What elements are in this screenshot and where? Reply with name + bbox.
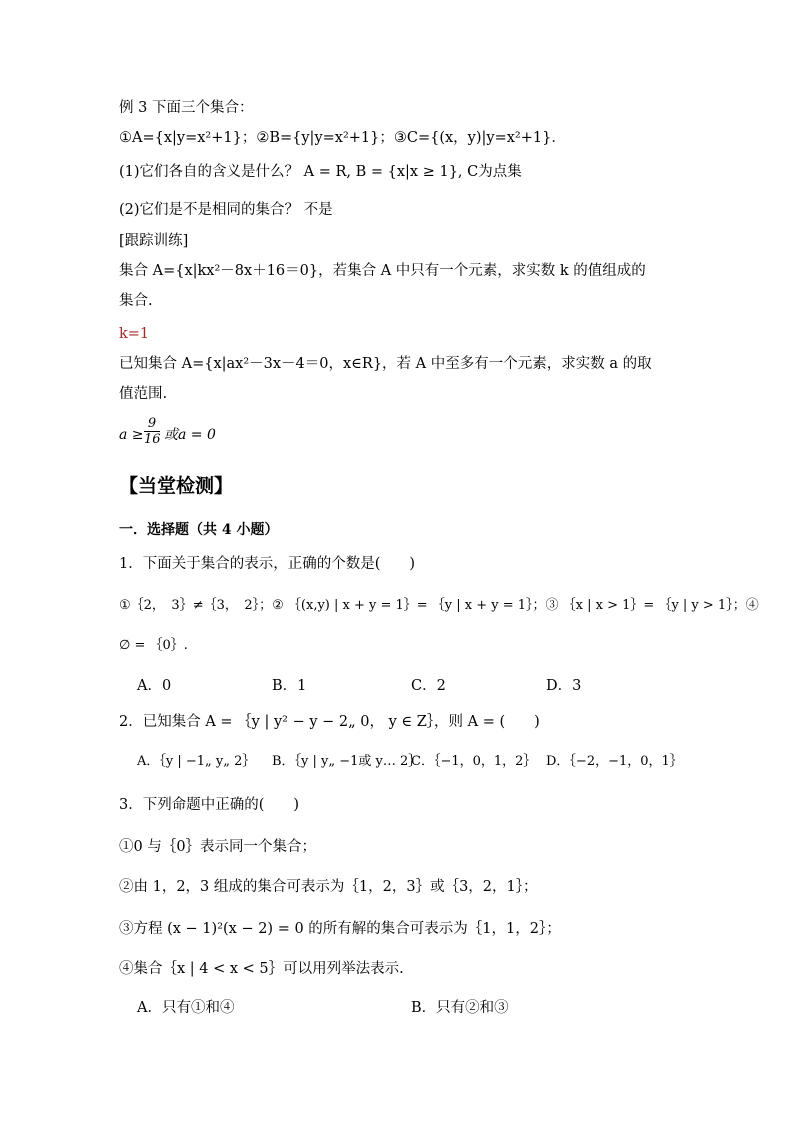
tracking-q1-line1: 集合 A={x|kx²－8x＋16＝0}，若集合 A 中只有一个元素，求实数 k 的值组成的 bbox=[119, 263, 646, 279]
q2-option-a: A．｛y | −1„ y„ 2｝ bbox=[137, 754, 256, 769]
q1-option-c: C．2 bbox=[411, 678, 446, 694]
tracking-q2-answer-b: 或a = 0 bbox=[164, 427, 216, 443]
q1-stem: 1．下面关于集合的表示，正确的个数是( ) bbox=[119, 556, 416, 572]
q1-option-b: B．1 bbox=[272, 678, 307, 694]
q3-stem: 3．下列命题中正确的( ) bbox=[119, 797, 300, 813]
tracking-q2-line1: 已知集合 A={x|ax²－3x－4＝0，x∈R}，若 A 中至多有一个元素，求实数 a 的取 bbox=[119, 356, 652, 372]
section-title: 【当堂检测】 bbox=[119, 475, 234, 497]
q1-option-d: D．3 bbox=[546, 678, 582, 694]
section-subtitle: 一．选择题（共 4 小题） bbox=[119, 522, 279, 538]
tracking-q2-answer-a: a ≥ bbox=[119, 427, 144, 443]
fraction-denominator: 16 bbox=[144, 432, 161, 447]
q2-option-c: C．｛−1，0，1，2｝ bbox=[411, 754, 537, 769]
example-part2: (2)它们是不是相同的集合？ 不是 bbox=[119, 202, 333, 218]
q3-option-b: B．只有②和③ bbox=[411, 1000, 509, 1016]
q1-items: ①｛2， 3｝≠｛3， 2｝；② ｛(x,y) | x + y = 1｝= ｛y | x + y = 1｝；③ ｛x | x > 1｝= ｛y | y > 1｝；④ bbox=[119, 598, 759, 613]
tracking-q2-line2: 值范围. bbox=[119, 386, 168, 402]
q3-option-a: A．只有①和④ bbox=[137, 1000, 235, 1016]
q2-option-b: B．｛y | y„ −1或 y… 2｝ bbox=[272, 754, 422, 769]
tracking-heading: [跟踪训练] bbox=[119, 233, 189, 249]
q3-statement-1: ①0 与｛0｝表示同一个集合； bbox=[119, 839, 317, 855]
q2-stem: 2．已知集合 A = ｛y | y² − y − 2„ 0， y ∈ Z｝，则 A = ( ) bbox=[119, 714, 540, 730]
q3-statement-2: ②由 1，2，3 组成的集合可表示为｛1，2，3｝或｛3，2，1｝； bbox=[119, 879, 538, 895]
q3-statement-4: ④集合｛x | 4 < x < 5｝可以用列举法表示. bbox=[119, 961, 404, 977]
tracking-q1-answer: k=1 bbox=[119, 326, 150, 342]
example-part1: (1)它们各自的含义是什么？ A = R, B = {x|x ≥ 1}, C为点集 bbox=[119, 164, 522, 180]
q2-option-d: D．｛−2，−1，0，1｝ bbox=[546, 754, 683, 769]
example-sets: ①A={x|y=x²+1}；②B={y|y=x²+1}；③C={(x，y)|y=x²+1}． bbox=[119, 130, 566, 146]
tracking-q1-line2: 集合. bbox=[119, 293, 153, 309]
q1-option-a: A．0 bbox=[137, 678, 172, 694]
q1-items-cont: ∅ = ｛0｝. bbox=[119, 638, 188, 653]
example-title: 例 3 下面三个集合： bbox=[119, 100, 254, 116]
fraction-numerator: 9 bbox=[144, 416, 160, 432]
fraction-9-16 bbox=[144, 416, 160, 447]
q3-statement-3: ③方程 (x − 1)²(x − 2) = 0 的所有解的集合可表示为｛1，1，2｝； bbox=[119, 921, 561, 937]
